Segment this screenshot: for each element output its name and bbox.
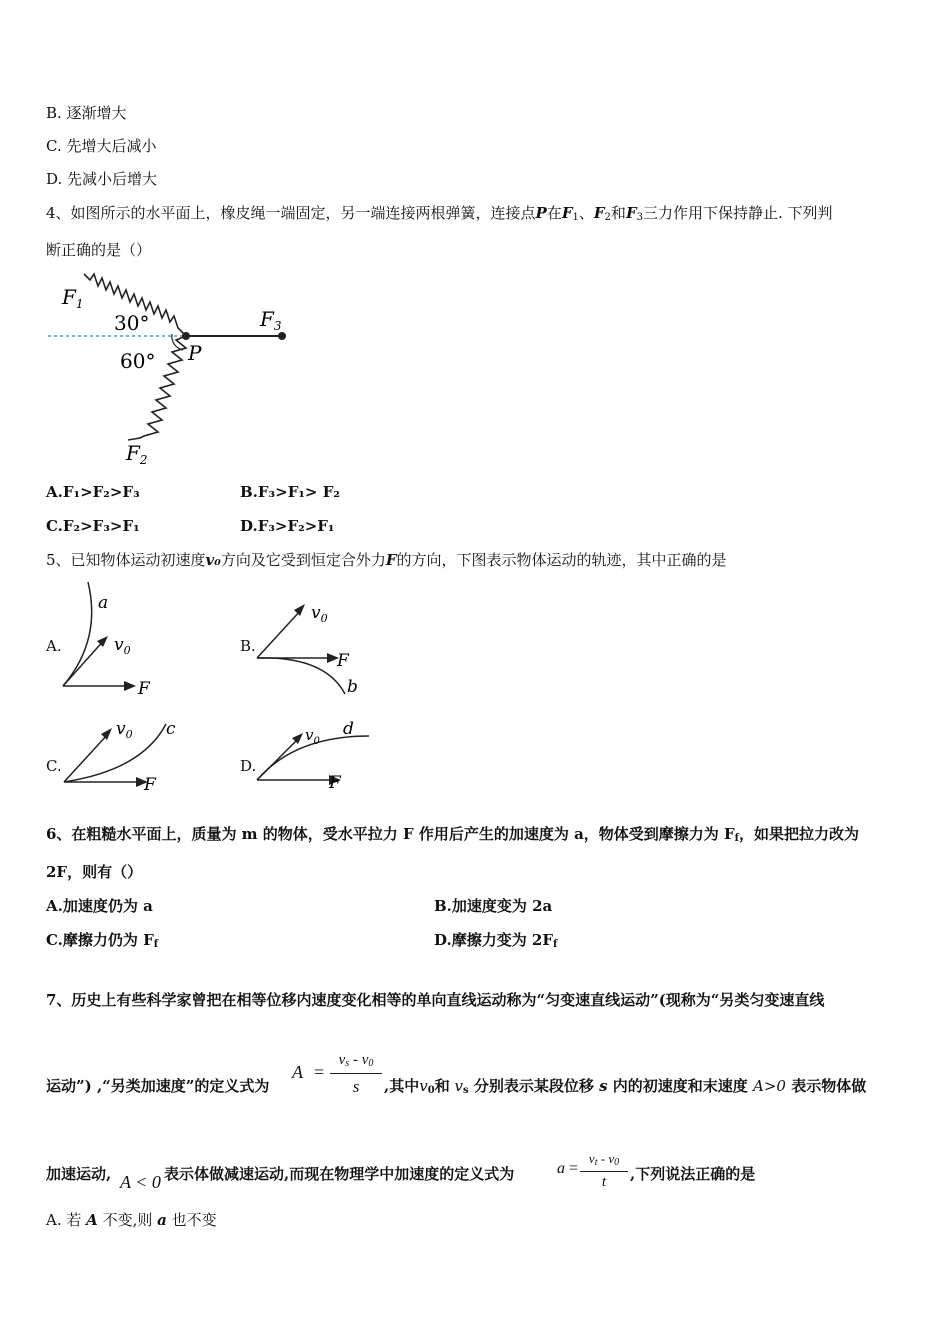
q6-option-b: B.加速度变为 2a [434,897,553,915]
q6-stem-line2: 2F，则有（） [46,863,143,881]
q7-formula-denominator: s [352,1077,360,1096]
q6-option-c: C.摩擦力仍为 $F_f$ [46,931,159,950]
q3-option-b: B. 逐渐增大 [46,104,127,122]
q7-stem-line3-mid: 表示体做减速运动,而现在物理学中加速度的定义式为 [164,1165,515,1183]
q6-stem-line1: 6、在粗糙水平面上，质量为 m 的物体，受水平拉力 F 作用后产生的加速度为 a，物体受到摩擦力为 $F_f$，如果把拉力改为 [46,825,859,844]
q4-stem-line2: 断正确的是（） [46,241,152,259]
q4-label-f3: $F_3$ [260,307,282,333]
q7-stem-line3-end: ,下列说法正确的是 [630,1165,756,1183]
q4-option-d: D.F₃>F₂>F₁ [240,517,335,535]
q5-option-a-label: A. [46,637,62,655]
q7-formula2-bar [580,1171,628,1172]
q5-option-d-label: D. [240,757,257,775]
q6-option-d: D.摩擦力变为 $2F_f$ [434,931,558,950]
q7-stem-line3-start: 加速运动, [46,1165,112,1183]
q5-a-f-label: F [138,679,150,699]
q5-b-v0-label: $v_0$ [311,603,328,625]
q5-c-v0-label: $v_0$ [116,719,133,741]
q5-a-curve-label: a [98,593,109,613]
q7-option-a: A. 若 A 不变,则 a 也不变 [46,1211,217,1229]
q7-stem-line1: 7、历史上有些科学家曾把在相等位移内速度变化相等的单向直线运动称为“匀变速直线运动”(现称为“另类匀变速直线 [46,991,825,1009]
q5-option-c-label: C. [46,757,62,775]
q5-a-f-arrow [124,681,136,691]
q7-condition-negative: A < 0 [120,1172,161,1192]
q7-formula-eq: = [314,1062,325,1082]
q7-formula2-numerator: $v_t - v_0$ [588,1151,620,1168]
q5-figure-a [60,580,180,700]
q4-label-f1: $F_1$ [62,285,84,311]
q5-c-f-label: F [144,775,156,795]
q5-b-curve-label: b [347,677,358,697]
q5-c-curve-label: c [166,719,176,739]
q5-d-v0-label: $v_0$ [305,726,320,747]
q7-formula2-lhs: a = [557,1160,579,1177]
q4-angle-30: 30° [114,311,150,335]
q7-formula-numerator: $v_s - v_0$ [338,1052,374,1069]
q7-formula2-denominator: t [601,1174,607,1190]
q7-formula-bar [330,1073,382,1074]
q5-stem: 5、已知物体运动初速度v₀方向及它受到恒定合外力F的方向，下图表示物体运动的轨迹，其中正确的是 [46,551,727,569]
q7-stem-line2-rest: ,其中$v_0$和 $v_s$ 分别表示某段位移 s 内的初速度和末速度 A>0 表示物体做 [384,1077,867,1096]
q5-a-v0-label: $v_0$ [114,635,131,657]
q5-option-b-label: B. [240,637,256,655]
q5-figure-c [62,716,202,796]
q4-angle-60: 60° [120,349,156,373]
q7-formula-lhs: A [292,1062,303,1082]
q5-figure-b [255,598,375,698]
q4-option-b: B.F₃>F₁> F₂ [240,483,340,501]
q5-b-trajectory [257,658,345,694]
q6-option-a: A.加速度仍为 a [46,897,153,915]
q4-label-f2: $F_2$ [126,441,148,467]
q5-d-curve-label: d [343,719,354,739]
q3-option-d: D. 先减小后增大 [46,170,158,188]
q4-force-diagram [40,268,340,468]
q5-b-f-label: F [337,651,349,671]
q7-stem-line2-start: 运动”) ,“另类加速度”的定义式为 [46,1077,270,1095]
q4-option-a: A.F₁>F₂>F₃ [46,483,140,501]
q3-option-c: C. 先增大后减小 [46,137,157,155]
q4-label-p: P [188,341,202,365]
q4-option-c: C.F₂>F₃>F₁ [46,517,140,535]
q4-stem-line1: 4、如图所示的水平面上，橡皮绳一端固定，另一端连接两根弹簧，连接点P在$F_1$、$F_2$和$F_3$三力作用下保持静止. 下列判 [46,204,833,223]
q5-d-f-label: F [329,773,341,793]
q4-fixed-end [278,332,286,340]
q5-b-v0-arrow [294,604,305,616]
q5-figure-d [255,716,395,796]
q5-c-v0-arrow [101,728,112,740]
q5-c-trajectory [64,724,166,782]
